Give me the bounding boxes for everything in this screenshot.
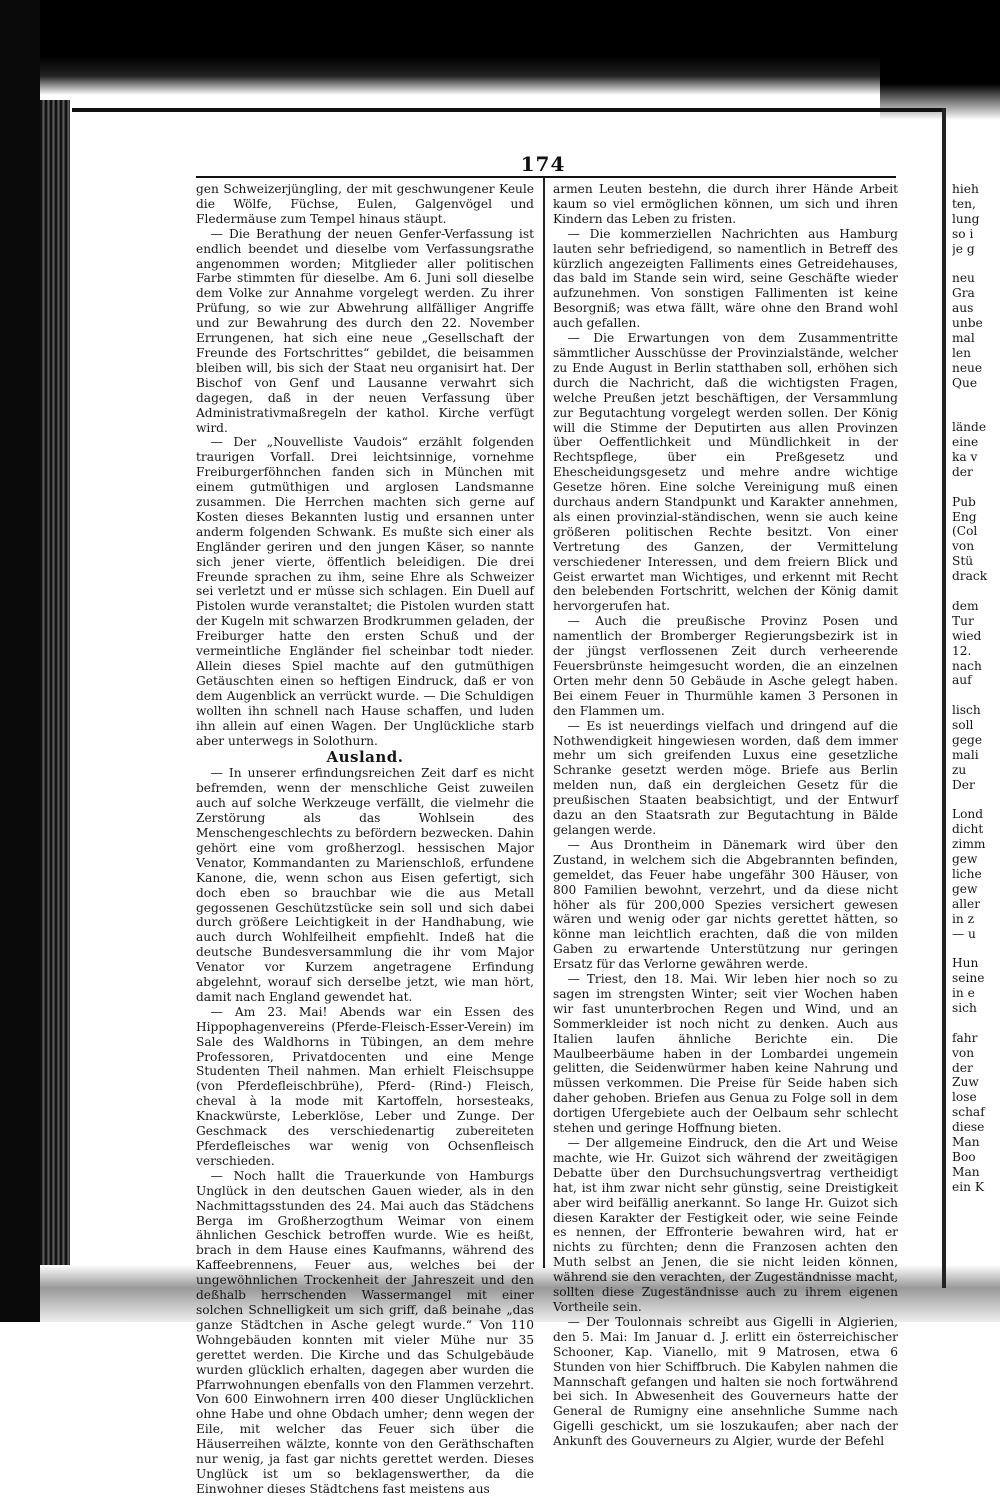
next-page-line-fragment: 12. — [952, 643, 972, 658]
article-paragraph: armen Leuten bestehn, die durch ihrer Hände Arbeit kaum so viel ermöglichen können, um sich und ihren Kindern das Leben zu fristen. — [553, 182, 898, 226]
next-page-line-fragment: Hun — [952, 956, 979, 971]
next-page-line-fragment: hieh — [952, 182, 979, 196]
next-page-line-fragment: ten, — [952, 196, 976, 211]
article-paragraph: — Die kommerziellen Nachrichten aus Hamburg lauten sehr befriedigend, so namentlich in Betreff des kürzlich angezeigten Falliments eines Getreidehauses, das bald im Stande sein wird, seine Geschäfte wieder aufzunehmen. Von sonstigen Fallimenten ist keine Besorgniß; was etwa fällt, wäre ohne den Brand wohl auch gefallen. — [553, 226, 898, 331]
next-page-line-fragment: Stü — [952, 554, 974, 569]
column-divider — [543, 178, 545, 1268]
scan-shadow-top-right — [880, 0, 1000, 120]
next-page-line-fragment: auf — [952, 673, 972, 688]
article-paragraph: — In unserer erfindungsreichen Zeit darf es nicht befremden, wenn der menschliche Geist zuweilen auch auf solche Werkzeuge verfällt, die vielmehr die Zerstörung als das Wohlsein des Menschengeschlechts zu befördern bezwecken. Dahin gehört eine vom großherzogl. hessischen Major Venator, Kommandanten zu Marienschloß, erfundene Kanone, die, wenn schon aus Eisen gefertigt, sich doch eben so brauchbar wie die aus Metall gegossenen Geschützstücke sein soll und sich dabei durch größere Leichtigkeit in der Handhabung, wie auch durch Wohlfeilheit empfiehlt. Indeß hat die deutsche Bundesversammlung die ihr vom Major Venator vor Kurzem angetragene Erfindung abgelehnt, worauf sich derselbe jetzt, wie man hört, damit nach England gewendet hat. — [196, 766, 534, 1004]
next-page-line-fragment: fahr — [952, 1030, 978, 1045]
next-page-line-fragment: dicht — [952, 822, 984, 837]
header-rule — [196, 176, 896, 178]
next-page-line-fragment: zu — [952, 762, 967, 777]
next-page-fragment-column — [952, 182, 1000, 1195]
left-column — [196, 182, 534, 1497]
next-page-line-fragment: liche — [952, 866, 982, 881]
next-page-line-fragment: dem — [952, 598, 979, 613]
scan-shadow-top — [40, 0, 1000, 95]
next-page-line-fragment: Eng — [952, 509, 977, 524]
next-page-line-fragment: in z — [952, 911, 975, 926]
next-page-line-fragment: — u — [952, 926, 976, 941]
article-paragraph: — Der „Nouvelliste Vaudois“ erzählt folgenden traurigen Vorfall. Drei leichtsinnige, vornehme Freiburgerföhnchen fanden sich in München mit einem gutmüthigen und arglosen Landsmanne zusammen. Die Herrchen machten sich gerne auf Kosten dieses Bekannten lustig und ersannen unter anderm folgenden Schwank. Es mußte sich einer als Engländer geriren und den jungen Käser, so nannte sich jener vierte, öffentlich beleidigen. Die drei Freunde sprachen zu ihm, seine Ehre als Schweizer sei verletzt und er müsse sich schlagen. Ein Duell auf Pistolen wurde veranstaltet; die Pistolen wurden statt der Kugeln mit schwarzen Brodkrummen geladen, der Freiburger hatte den ersten Schuß und der vermeintliche Engländer fiel scheinbar todt nieder. Allein dieses Spiel machte auf den gutmüthigen Getäuschten einen so heftigen Eindruck, daß er von dem Augenblick an verrückt wurde. — Die Schuldigen wollten ihn schnell nach Hause schaffen, und luden ihn allein auf einen Wagen. Der Unglückliche starb aber unterwegs in Solothurn. — [196, 435, 534, 748]
next-page-line-fragment: Man — [952, 1135, 980, 1149]
next-page-line-fragment: Tur — [952, 613, 974, 628]
next-page-line-fragment — [952, 405, 1000, 420]
next-page-line-fragment: soll — [952, 718, 974, 733]
next-page-line-fragment: der — [952, 464, 973, 479]
book-page-edges — [40, 100, 70, 1300]
next-page-line-fragment — [952, 390, 1000, 405]
article-paragraph: — Am 23. Mai! Abends war ein Essen des Hippophagenvereins (Pferde-Fleisch-Esser-Verein) im Sale des Waldhorns in Tübingen, an dem mehre Professoren, Privatdocenten und eine Menge Studenten Theil nahmen. Man erhielt Fleischsuppe (von Pferdefleischbrühe), Pferd- (Rind-) Fleisch, cheval à la mode mit Kartoffeln, horsesteaks, Knackwürste, Leberklöse, Leber und Zunge. Der Geschmack des verschiedenartig zubereiteten Pferdefleisches war wenig von Ochsenfleisch verschieden. — [196, 1004, 534, 1168]
article-paragraph: — Auch die preußische Provinz Posen und namentlich der Bromberger Regierungsbezirk ist in der jüngst verflossenen Zeit durch verheerende Feuersbrünste heimgesucht worden, die an einzelnen Orten mehr denn 50 Gebäude in Asche gelegt haben. Bei einem Feuer in Thurmühle kamen 3 Personen in den Flammen um. — [553, 614, 898, 718]
page-top-border — [72, 108, 942, 112]
next-page-line-fragment: seine — [952, 971, 985, 986]
article-paragraph: — Der Toulonnais schreibt aus Gigelli in Algierien, den 5. Mai: Im Januar d. J. erlitt ein österreichischer Schooner, Kap. Vianello, mit 9 Matrosen, etwa 6 Stunden von hier Schiffbruch. Die Kabylen nahmen die Mannschaft gefangen und halten sie noch fortwährend bei sich. In Abwesenheit des Gouverneurs hatte der General de Rumigny eine ansehnliche Summe nach Gigelli geschickt, um sie loszukaufen; aber nach der Ankunft des Gouverneurs zu Algier, wurde der Befehl — [553, 1314, 898, 1449]
scan-shadow-left — [0, 0, 40, 1322]
next-page-line-fragment: Der — [952, 777, 975, 792]
next-page-line-fragment: lisch — [952, 703, 981, 718]
next-page-line-fragment: lände — [952, 420, 987, 435]
article-paragraph: — Die Berathung der neuen Genfer-Verfassung ist endlich beendet und dieselbe vom Verfassungsrathe angenommen worden; Mitglieder aller politischen Farbe stimmten für dieselbe. Am 6. Juni soll dieselbe dem Volke zur Annahme vorgelegt werden. Zu ihrer Prüfung, so wie zur Abwehrung allfälliger Angriffe und zur Bewahrung des durch den 22. November Errungenen, hat sich eine neue „Gesellschaft der Freunde des Fortschrittes“ gebildet, die beisammen bleiben will, bis sich der Staat neu organisirt hat. Der Bischof von Genf und Lausanne verwahrt sich dagegen, daß in der neuen Verfassung über Administrativmaßregeln der kathol. Kirche verfügt wird. — [196, 226, 534, 435]
next-page-line-fragment: Lond — [952, 807, 984, 822]
next-page-line-fragment: mali — [952, 747, 979, 762]
next-page-line-fragment — [952, 480, 1000, 495]
article-paragraph: gen Schweizerjüngling, der mit geschwungener Keule die Wölfe, Füchse, Eulen, Galgenvögel und Fledermäuse zum Tempel hinaus stäupt. — [196, 182, 534, 226]
right-page-gutter — [942, 108, 946, 1288]
next-page-line-fragment: neue — [952, 360, 983, 375]
next-page-line-fragment: Man — [952, 1164, 980, 1179]
next-page-line-fragment: nach — [952, 658, 982, 673]
next-page-line-fragment: eine — [952, 435, 979, 450]
next-page-line-fragment — [952, 941, 1000, 956]
next-page-line-fragment: (Col — [952, 524, 978, 539]
next-page-line-fragment: Boo — [952, 1149, 976, 1164]
article-paragraph: — Der allgemeine Eindruck, den die Art und Weise machte, wie Hr. Guizot sich während der zweitägigen Debatte über den Durchsuchungsvertrag vertheidigt hat, ist ihm zwar nicht sehr günstig, seine Dreistigkeit aber wird beifällig anerkannt. So lange Hr. Guizot sich diesen Karakter der Festigkeit oder, wie seine Feinde es nennen, der Effronterie bewahren wird, hat er nichts zu fürchten; denn die Franzosen achten den Muth selbst an Jenen, die sie nicht leiden können, während sie den verachten, der Zugeständnisse macht, sollten diese Zugeständnisse auch zu ihrem eigenen Vortheile sein. — [553, 1136, 898, 1314]
next-page-line-fragment: diese — [952, 1120, 985, 1135]
next-page-line-fragment: je g — [952, 241, 975, 256]
next-page-line-fragment: Pub — [952, 494, 976, 509]
next-page-line-fragment: lose — [952, 1090, 977, 1105]
right-column — [553, 182, 898, 1449]
next-page-line-fragment: von — [952, 1045, 975, 1060]
next-page-line-fragment: neu — [952, 271, 975, 286]
next-page-line-fragment — [952, 793, 1000, 808]
next-page-line-fragment: ka v — [952, 450, 978, 465]
article-paragraph: — Triest, den 18. Mai. Wir leben hier noch so zu sagen im strengsten Winter; seit vier Wochen haben wir fast ununterbrochen Regen und Wind, und an Sommerkleider ist noch nicht zu denken. Auch aus Italien laufen ähnliche Berichte ein. Die Maulbeerbäume haben in der Lombardei ungemein gelitten, die Seidenwürmer haben keine Nahrung und müssen verkommen. Die Preise für Seide haben sich daher gehoben. Briefen aus Genua zu Folge soll in dem dortigen Ufergebiete auch der Oelbaum sehr schlecht stehen und geringe Hoffnung bieten. — [553, 972, 898, 1136]
next-page-line-fragment: Zuw — [952, 1075, 979, 1090]
article-paragraph: — Aus Drontheim in Dänemark wird über den Zustand, in welchem sich die Abgebrannten befinden, gemeldet, das Feuer habe ungefähr 300 Häuser, von 800 Familien bewohnt, verzehrt, und da diese nicht höher als für 200,000 Spezies versichert gewesen wären und wenig oder gar nichts gerettet hätten, so könne man leichtlich erachten, daß die von milden Gaben zu erwartende Unterstützung nur geringen Ersatz für das Verlorne gewähren werde. — [553, 837, 898, 972]
next-page-line-fragment: der — [952, 1060, 973, 1075]
next-page-line-fragment: gew — [952, 852, 978, 867]
next-page-line-fragment: ein K — [952, 1179, 984, 1194]
next-page-line-fragment — [952, 1016, 1000, 1031]
next-page-line-fragment — [952, 584, 1000, 599]
next-page-line-fragment: mal — [952, 330, 975, 345]
next-page-line-fragment: zimm — [952, 837, 986, 852]
next-page-line-fragment: unbe — [952, 316, 983, 331]
next-page-line-fragment — [952, 688, 1000, 703]
article-paragraph: — Noch hallt die Trauerkunde von Hamburgs Unglück in den deutschen Gauen wieder, als in den Nachmittagsstunden des 24. Mai auch das Städchens Berga im Großherzogthum Weimar von einem ähnlichen Geschick betroffen wurde. Wie es heißt, brach in dem Hause eines Kaufmanns, während des Kaffeebrennens, Feuer aus, welches bei der ungewöhnlichen Trockenheit der Jahreszeit und den deßhalb herrschenden Wassermangel mit einer solchen Schnelligkeit um sich griff, daß beinahe „das ganze Städtchen in Asche gelegt wurde.“ Von 110 Wohngebäuden konnten mit vieler Mühe nur 35 gerettet werden. Die Kirche und das Schulgebäude wurden glücklich erhalten, dagegen aber wurden die Pfarrwohnungen ebenfalls von den Flammen verzehrt. Von 600 Einwohnern irren 400 dieser Unglücklichen ohne Habe und ohne Obdach umher; denn wegen der Eile, mit welcher das Feuer sich über die Häuserreihen wälzte, konnte von den Geräthschaften nur wenig, ja fast gar nichts gerettet werden. Dieses Unglück ist um so beklagenswerther, da die Einwohner dieses Städtchens fast meistens aus — [196, 1168, 534, 1496]
next-page-line-fragment — [952, 256, 1000, 271]
next-page-line-fragment: Que — [952, 375, 978, 390]
page-number: 174 — [520, 152, 566, 176]
article-paragraph: — Die Erwartungen von dem Zusammentritte sämmtlicher Ausschüsse der Provinzialstände, welcher zu Ende August in Berlin statthaben soll, erhöhen sich durch die Nachricht, daß die wichtigsten Fragen, welche Preußen jetzt beschäftigen, der Versammlung zur Begutachtung vorgelegt werden sollen. Der König will die Stimme der Deputirten aus allen Provinzen über Oeffentlichkeit und Mündlichkeit in der Rechtspflege, über ein Preßgesetz und Ehescheidungsgesetz und mehre andre wichtige Gesetze hören. Eine solche Vereinigung muß einen durchaus andern Standpunkt und Karakter annehmen, als einen provinzial-ständischen, wenn sie auch keine größeren politischen Rechte besitzt. Von einer Vertretung des Ganzen, der Vermittelung verschiedener Interessen, und dem freiern Blick und Geist erwartet man Wichtiges, und erkennt mit Recht den belebenden Fortschritt, welchen der König damit hervorgerufen hat. — [553, 331, 898, 614]
next-page-line-fragment: lung — [952, 211, 980, 226]
article-paragraph: — Es ist neuerdings vielfach und dringend auf die Nothwendigkeit hingewiesen worden, daß dem immer mehr um sich greifenden Luxus eine gesetzliche Schranke gesetzt werden möge. Briefe aus Berlin melden nun, daß ein dergleichen Gesetz für die preußischen Staaten beabsichtigt, und der Entwurf dazu an den Staatsrath zur Begutachtung in Bälde gelangen werde. — [553, 718, 898, 837]
next-page-line-fragment: gege — [952, 732, 983, 747]
next-page-line-fragment: aller — [952, 896, 981, 911]
next-page-line-fragment: sich — [952, 1000, 977, 1015]
next-page-line-fragment: von — [952, 539, 975, 554]
next-page-line-fragment: in e — [952, 986, 975, 1001]
next-page-line-fragment: aus — [952, 301, 974, 316]
next-page-line-fragment: wied — [952, 628, 982, 643]
next-page-line-fragment: drack — [952, 569, 988, 584]
next-page-line-fragment: so i — [952, 226, 974, 241]
next-page-line-fragment: schaf — [952, 1105, 985, 1120]
section-heading: Ausland. — [326, 748, 404, 767]
next-page-line-fragment: gew — [952, 881, 978, 896]
next-page-line-fragment: Gra — [952, 286, 975, 301]
next-page-line-fragment: len — [952, 345, 971, 360]
